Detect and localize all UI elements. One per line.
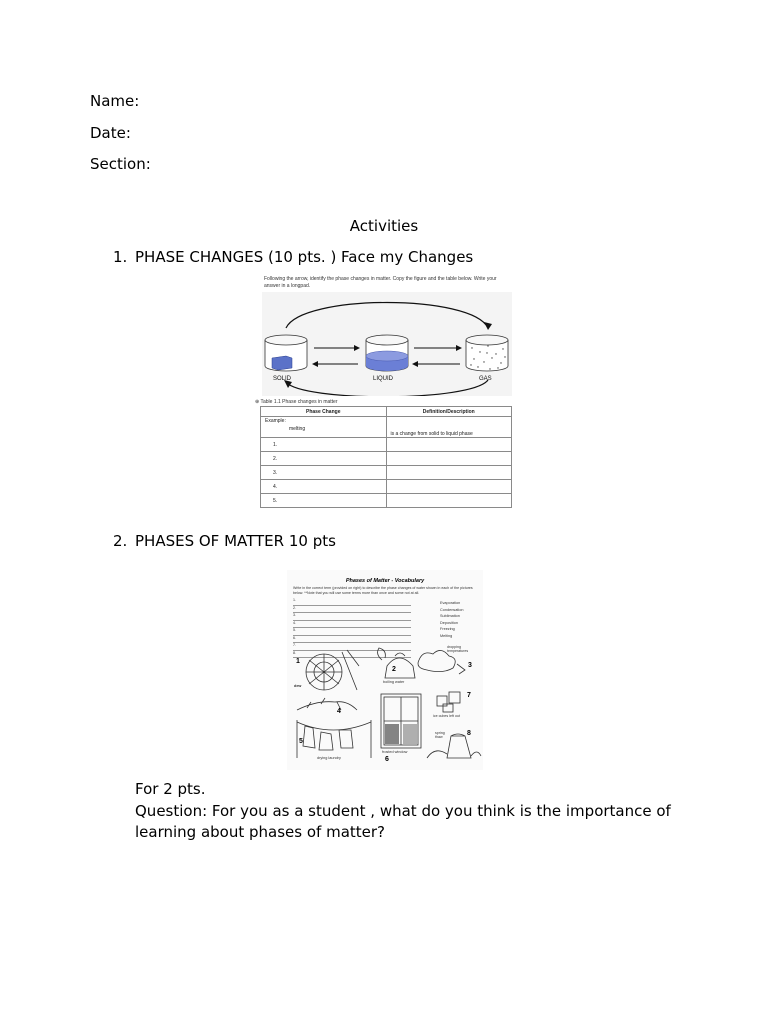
picture-number: 7 <box>467 692 471 699</box>
row-number: 4. <box>261 480 387 494</box>
laundry-drawing <box>297 720 371 758</box>
branch-drawing <box>297 698 357 710</box>
caption-drying-laundry: drying laundry <box>317 756 341 760</box>
blank-line: 4. <box>293 621 411 629</box>
item1-number: 1. <box>113 248 128 266</box>
table-row <box>261 452 512 466</box>
blank-line: 5. <box>293 628 411 636</box>
date-label: Date: <box>90 124 131 142</box>
term: Evaporation <box>440 601 461 605</box>
table-row <box>261 480 512 494</box>
bonus-points: For 2 pts. <box>135 780 206 798</box>
kettle-drawing <box>378 648 415 678</box>
row-number: 3. <box>261 466 387 480</box>
solid-container <box>265 335 307 371</box>
picture-number: 6 <box>385 756 389 763</box>
bonus-question: Question: For you as a student , what do you think is the importance of learning about phases of matter? <box>135 802 671 841</box>
picture-number: 1 <box>296 658 300 665</box>
caption-dropping-temperatures: dropping temperatures <box>447 645 469 653</box>
table-header-definition: Definition/Description <box>386 407 512 417</box>
caption-spring-thaw: spring thaw <box>435 731 445 739</box>
picture-number: 5 <box>299 738 303 745</box>
term: Deposition <box>440 620 458 625</box>
table-row-example <box>261 417 512 438</box>
ice-cubes-drawing <box>437 692 460 712</box>
table-row <box>261 466 512 480</box>
row-number: 5. <box>261 494 387 508</box>
phase-diagram <box>262 292 512 396</box>
phase-change-table <box>260 406 512 508</box>
picture-number: 3 <box>468 662 472 669</box>
term: Sublimation <box>440 614 460 618</box>
table-row <box>261 494 512 508</box>
name-label: Name: <box>90 92 140 110</box>
gas-label: GAS <box>479 376 492 382</box>
term: Melting <box>440 633 453 638</box>
page-title: Activities <box>349 217 419 235</box>
caption-ice-cubes: ice cubes left out <box>433 714 460 718</box>
example-change: melting <box>289 426 306 432</box>
liquid-container <box>366 335 408 371</box>
item1-heading: PHASE CHANGES (10 pts. ) Face my Changes <box>135 248 474 266</box>
term: Condensation <box>440 607 464 612</box>
worksheet-title: Phases of Matter - Vocabulary <box>345 578 425 584</box>
caption-boiling-water: boiling water <box>383 680 405 684</box>
item2-number: 2. <box>113 532 128 550</box>
example-label: Example: <box>265 418 286 424</box>
phase-change-table-block <box>255 399 512 508</box>
item2-heading: PHASES OF MATTER 10 pts <box>135 532 336 550</box>
liquid-label: LIQUID <box>373 376 394 382</box>
dew-drawing <box>306 650 359 690</box>
picture-number: 4 <box>337 708 341 715</box>
table-caption-text: Table 1.1 Phase changes in matter <box>260 399 338 405</box>
example-description: is a change from solid to liquid phase <box>386 417 512 438</box>
phase-change-figure <box>262 276 512 396</box>
row-number: 1. <box>261 438 387 452</box>
blank-line: 6. <box>293 636 411 644</box>
blank-line: 1. <box>293 598 411 606</box>
row-number: 2. <box>261 452 387 466</box>
blank-line: 7. <box>293 643 411 651</box>
cloud-drawing <box>418 650 465 674</box>
picture-number: 2 <box>392 666 396 673</box>
gas-container <box>466 335 508 371</box>
solid-label: SOLID <box>273 376 292 382</box>
worksheet-illustrations <box>287 570 483 770</box>
phases-of-matter-worksheet <box>287 570 483 770</box>
table-header-phase-change: Phase Change <box>261 407 387 417</box>
blank-line: 3. <box>293 613 411 621</box>
caption-frosted-window: frosted window <box>382 750 408 754</box>
table-caption: ⊕ Table 1.1 Phase changes in matter <box>255 399 338 405</box>
picture-number: 8 <box>467 730 471 737</box>
term: Freezing <box>440 627 455 631</box>
figure-instructions: Following the arrow, identify the phase changes in matter. Copy the figure and the table below. Write your answer in a longpad. <box>264 276 497 289</box>
worksheet-instructions: Write in the correct term (provided on right) to describe the phase changes of water shown in each of the pictures below. **Note that you will use some terms more than once and some not at all. <box>293 586 473 595</box>
blank-line: 2. <box>293 606 411 614</box>
section-label: Section: <box>90 155 151 173</box>
table-row <box>261 438 512 452</box>
caption-dew: dew <box>294 684 302 688</box>
blank-line: 8. <box>293 651 411 659</box>
